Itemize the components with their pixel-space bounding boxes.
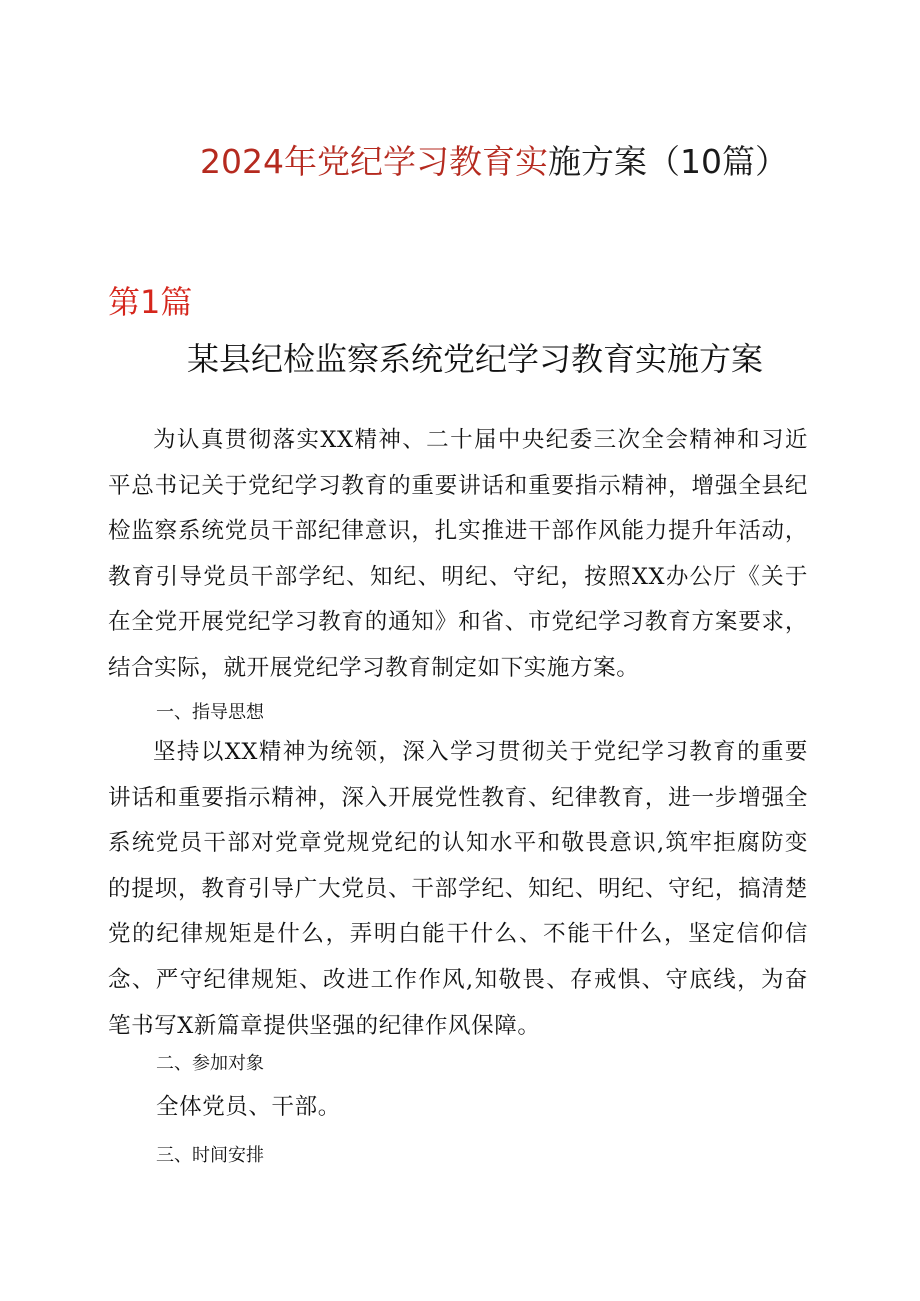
document-title [0, 140, 920, 184]
document-title-red-part: 2024年党纪学习教育实 [200, 142, 548, 181]
participants-text: 全体党员、干部。 [156, 1094, 341, 1120]
heading-participants: 二、参加对象 [156, 1053, 264, 1074]
intro-paragraph: 为认真贯彻落实XX精神、二十届中央纪委三次全会精神和习近平总书记关于党纪学习教育的重要讲话和重要指示精神，增强全县纪检监察系统党员干部纪律意识，扎实推进干部作风能力提升年活动，教育引导党员干部学纪、知纪、明纪、守纪，按照XX办公厅《关于在全党开展党纪学习教育的通知》和省、市党纪学习教育方案要求，结合实际，就开展党纪学习教育制定如下实施方案。 [108, 427, 808, 681]
guiding-ideology-paragraph: 坚持以XX精神为统领，深入学习贯彻关于党纪学习教育的重要讲话和重要指示精神，深入开展党性教育、纪律教育，进一步增强全系统党员干部对党章党规党纪的认知水平和敬畏意识,筑牢拒腐防变的提坝，教育引导广大党员、干部学纪、知纪、明纪、守纪，搞清楚党的纪律规矩是什么，弄明白能干什么、不能干什么，坚定信仰信念、严守纪律规矩、改进工作作风,知敬畏、存戒惧、守底线，为奋笔书写X新篇章提供坚强的纪律作风保障。 [108, 739, 808, 1039]
document-title-dark-part: 施方案（10篇） [547, 142, 788, 181]
section-title: 某县纪检监察系统党纪学习教育实施方案 [186, 340, 763, 378]
heading-guiding-ideology: 一、指导思想 [156, 702, 264, 723]
heading-schedule: 三、时间安排 [156, 1145, 264, 1166]
chapter-label: 第1篇 [108, 283, 193, 321]
